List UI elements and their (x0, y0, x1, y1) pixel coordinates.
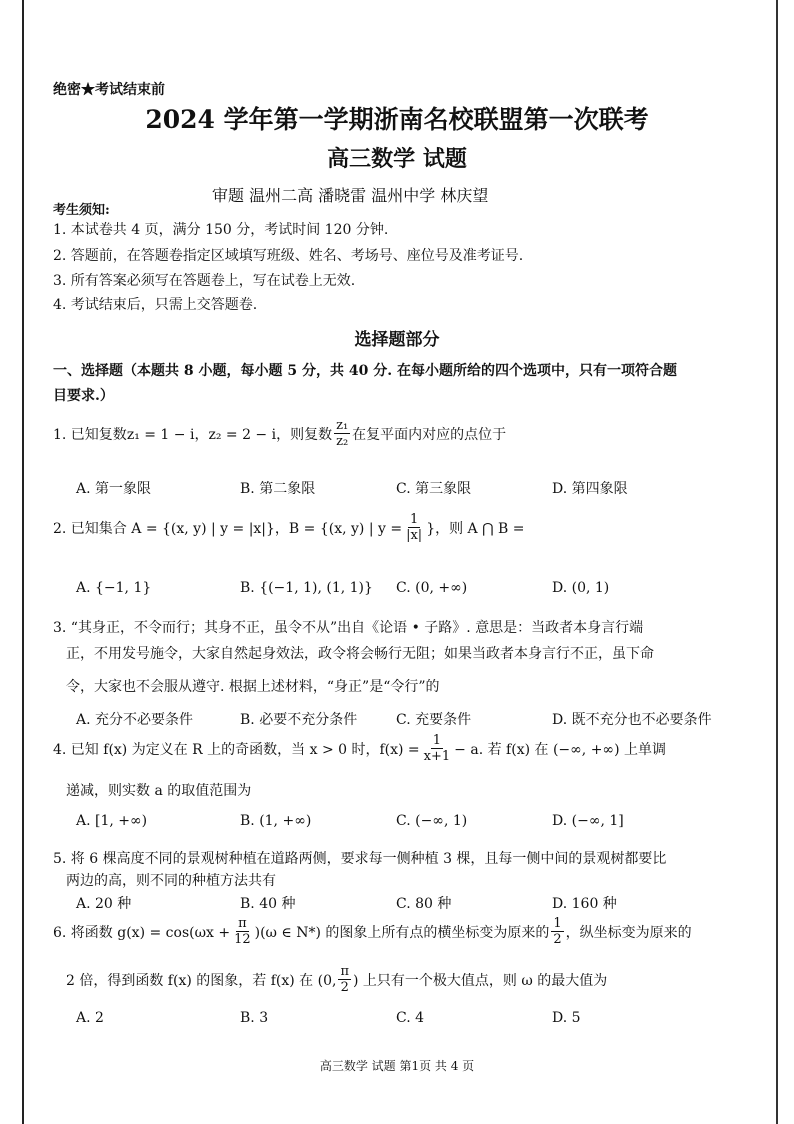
q6-option-a: A. 2 (76, 1010, 104, 1026)
q4-suffix: − a. 若 f(x) 在 (−∞, +∞) 上单调 (454, 741, 667, 758)
q2-option-a: A. {−1, 1} (76, 580, 152, 596)
q4-fraction (422, 733, 453, 764)
q6-option-c: C. 4 (396, 1010, 425, 1026)
q6-line2-prefix: 2 倍，得到函数 f(x) 的图象，若 f(x) 在 (0, (66, 972, 337, 989)
q4-line2: 递减，则实数 a 的取值范围为 (66, 783, 252, 799)
q1-z1: z₁ = 1 − i， (126, 426, 209, 443)
q1-fraction (334, 418, 350, 449)
q6-suffix: ，纵坐标变为原来的 (565, 924, 692, 941)
section-title: 选择题部分 (354, 330, 440, 350)
q1-frac-num: z₁ (336, 418, 349, 433)
question-2-stem (53, 512, 525, 543)
q4-option-b: B. (1, +∞) (240, 813, 312, 829)
q6-frac3-den: 2 (340, 980, 349, 995)
q6-fraction-2 (551, 916, 563, 947)
notice-item-1: 1. 本试卷共 4 页，满分 150 分，考试时间 120 分钟. (53, 222, 389, 238)
q2-option-c: C. (0, +∞) (396, 580, 468, 596)
q5-line1: 5. 将 6 棵高度不同的景观树种植在道路两侧，要求每一侧种植 3 棵，且每一侧中间的景观树都要比 (53, 851, 667, 867)
q6-frac3-num: π (340, 964, 349, 979)
notice-item-2: 2. 答题前，在答题卷指定区域填写班级、姓名、考场号、座位号及准考证号. (53, 248, 524, 264)
q6-prefix: 6. 将函数 g(x) = cos(ωx + (53, 924, 231, 941)
q6-frac1-num: π (238, 916, 247, 931)
q2-option-d: D. (0, 1) (552, 580, 610, 596)
q1-option-c: C. 第三象限 (396, 481, 472, 497)
q1-option-d: D. 第四象限 (552, 481, 628, 497)
q1-option-a: A. 第一象限 (76, 481, 152, 497)
section-instruction-line1: 一、选择题（本题共 8 小题，每小题 5 分，共 40 分. 在每小题所给的四个选项中，只有一项符合题 (53, 363, 677, 379)
q3-line3: 令，大家也不会服从遵守. 根据上述材料，“身正”是“令行”的 (66, 679, 440, 695)
q5-option-a: A. 20 种 (76, 896, 132, 912)
q4-option-a: A. [1, +∞) (76, 813, 148, 829)
q5-line2: 两边的高，则不同的种植方法共有 (66, 873, 276, 889)
q5-option-b: B. 40 种 (240, 896, 296, 912)
q6-fraction-3 (338, 964, 351, 995)
q4-frac-den: x+1 (423, 749, 451, 764)
q6-option-d: D. 5 (552, 1010, 581, 1026)
q6-fraction-1 (232, 916, 253, 947)
q2-suffix: }，则 A ⋂ B = (426, 520, 525, 537)
exam-subtitle: 高三数学 试题 (327, 146, 467, 172)
reviewers-line: 审题 温州二高 潘晓雷 温州中学 林庆望 (212, 186, 489, 205)
notice-heading: 考生须知: (53, 203, 110, 218)
notice-item-3: 3. 所有答案必须写在答题卷上，写在试卷上无效. (53, 273, 356, 289)
q2-option-b: B. {(−1, 1), (1, 1)} (240, 580, 373, 596)
q4-frac-num: 1 (432, 733, 442, 748)
q1-option-b: B. 第二象限 (240, 481, 316, 497)
q3-line2: 正，不用发号施令，大家自然起身效法，政令将会畅行无阻；如果当政者本身言行不正，虽下命 (66, 646, 654, 662)
q1-z2: z₂ = 2 − i，则复数 (208, 426, 333, 443)
section-instruction-line2: 目要求.） (53, 388, 114, 404)
q6-option-b: B. 3 (240, 1010, 269, 1026)
q2-prefix: 2. 已知集合 A = {(x, y) | y = |x|}，B = {(x, y) | y = (53, 520, 403, 537)
q5-option-c: C. 80 种 (396, 896, 452, 912)
q1-suffix: 在复平面内对应的点位于 (352, 426, 507, 443)
notice-item-4: 4. 考试结束后，只需上交答题卷. (53, 297, 258, 313)
q6-line2-suffix: ) 上只有一个极大值点，则 ω 的最大值为 (352, 972, 608, 989)
page-footer: 高三数学 试题 第1页 共 4 页 (319, 1059, 475, 1073)
q2-frac-num: 1 (410, 512, 419, 527)
secret-label: 绝密★考试结束前 (53, 82, 165, 98)
q3-line1: 3. “其身正，不令而行；其身不正，虽令不从”出自《论语 • 子路》. 意思是：当政者本身言行端 (53, 620, 644, 636)
q4-prefix: 4. 已知 f(x) 为定义在 R 上的奇函数，当 x > 0 时，f(x) = (53, 741, 420, 758)
exam-title: 2024 学年第一学期浙南名校联盟第一次联考 (145, 105, 649, 134)
question-1-stem (53, 418, 506, 449)
q3-option-a: A. 充分不必要条件 (76, 712, 194, 728)
q3-option-b: B. 必要不充分条件 (240, 712, 358, 728)
q1-frac-den: z₂ (336, 434, 349, 449)
q6-frac2-num: 1 (553, 916, 562, 931)
q4-option-c: C. (−∞, 1) (396, 813, 468, 829)
question-4-stem (53, 733, 666, 764)
question-6-line2 (66, 964, 607, 995)
q6-frac1-den: 12 (234, 932, 251, 947)
q3-option-d: D. 既不充分也不必要条件 (552, 712, 712, 728)
q6-mid: )(ω ∈ N*) 的图象上所有点的横坐标变为原来的 (254, 924, 550, 941)
q3-option-c: C. 充要条件 (396, 712, 472, 728)
q4-option-d: D. (−∞, 1] (552, 813, 624, 829)
q1-prefix: 1. 已知复数 (53, 426, 127, 443)
q5-option-d: D. 160 种 (552, 896, 617, 912)
question-6-stem (53, 916, 692, 947)
q2-frac-den: |x| (406, 528, 423, 543)
q2-fraction (404, 512, 424, 543)
q6-frac2-den: 2 (553, 932, 562, 947)
